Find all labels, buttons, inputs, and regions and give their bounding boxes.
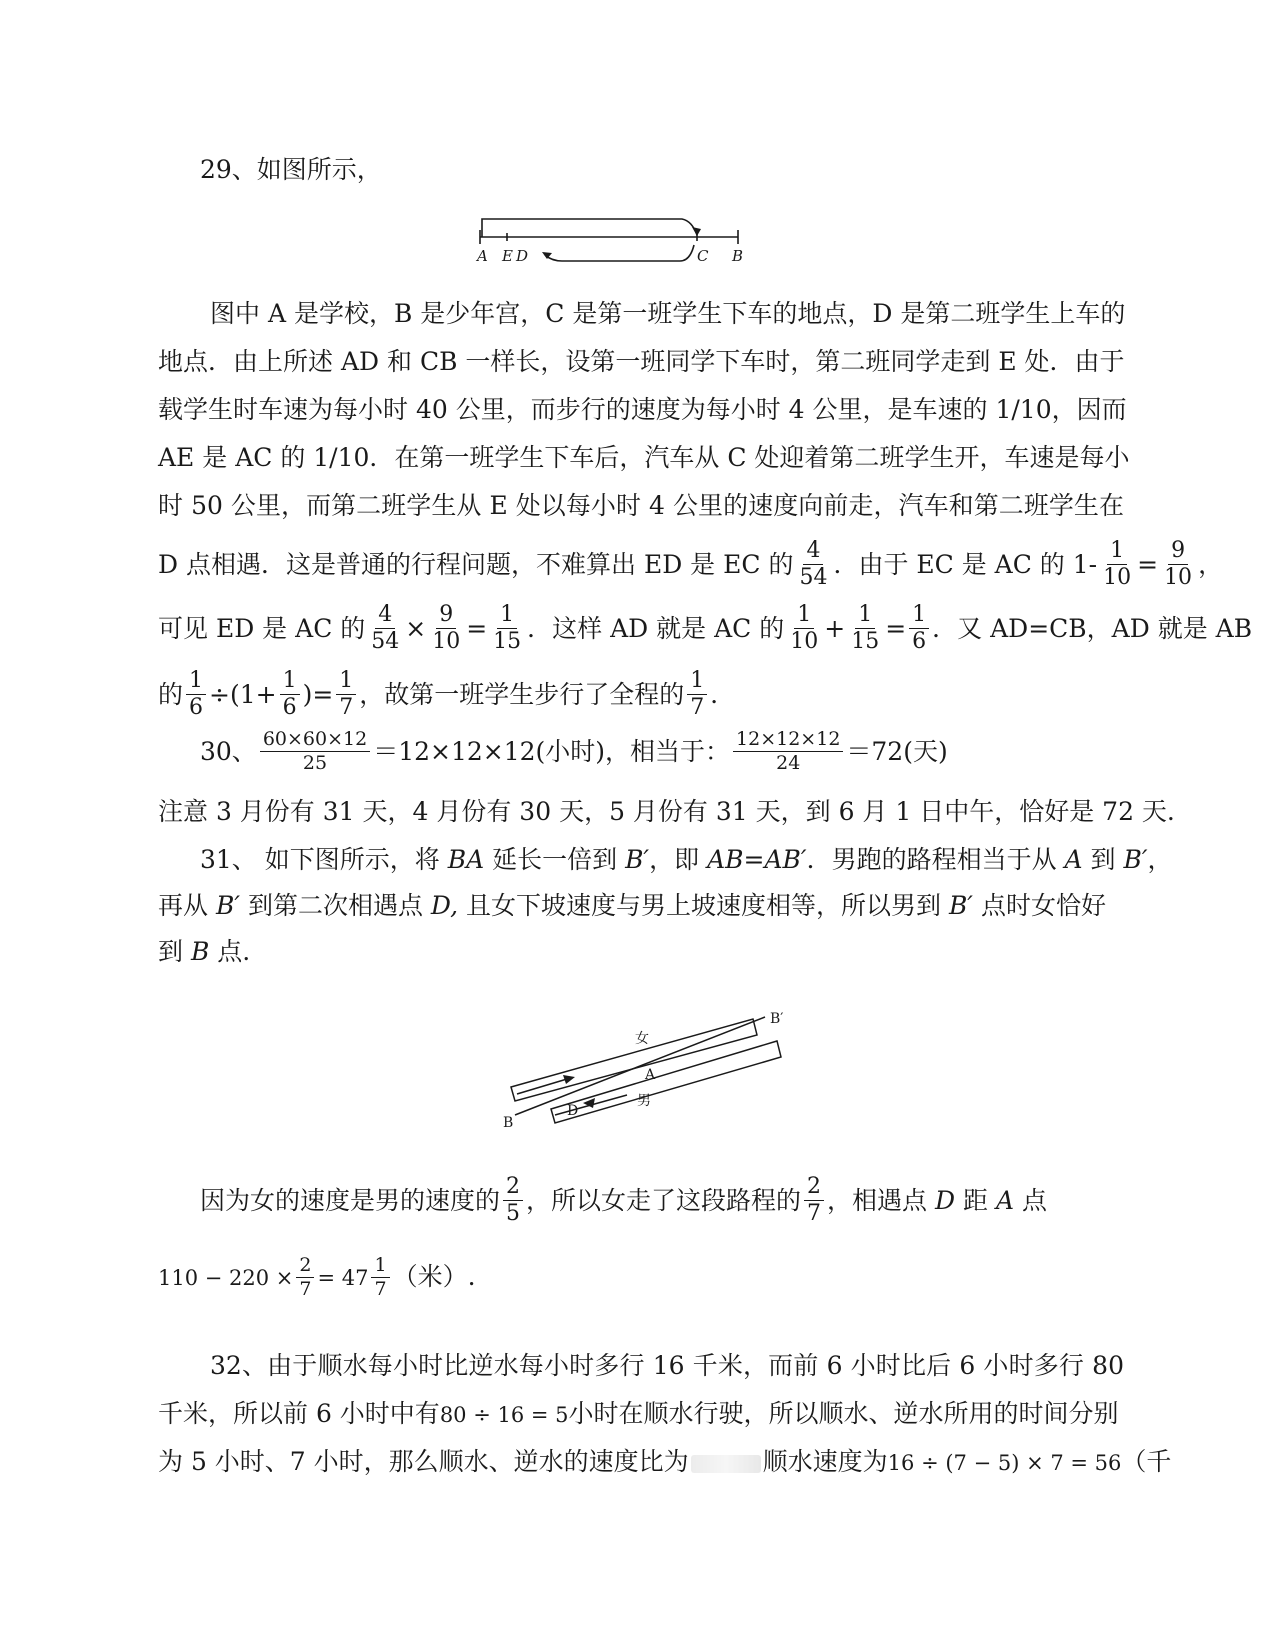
denominator: 6 [282,695,297,720]
comma: ， [1198,550,1224,579]
t: （米）. [392,1262,476,1291]
denominator: 7 [339,695,354,720]
denominator: 15 [493,629,522,654]
fig29-label-C: C [697,247,709,265]
fraction-2-5 [503,1174,523,1227]
t: 顺水速度为 [762,1447,888,1476]
t: = 47 [317,1266,369,1290]
t: 到 [1082,845,1124,874]
fig29-label-D: D [516,247,529,265]
p30-line-1 [200,730,1166,777]
plus-sign: + [824,614,846,643]
p32-line-1: 32、由于顺水每小时比逆水每小时多行 16 千米，而前 6 小时比后 6 小时多行 80 [210,1351,1124,1380]
numerator: 1 [186,668,206,695]
denominator: 5 [506,1201,521,1226]
p29-line-8-text-b: ÷(1+ [209,680,277,709]
denominator: 54 [799,565,828,590]
t: B [190,937,210,966]
p29-line-6-text-a: D 点相遇．这是普通的行程问题，不难算出 ED 是 EC 的 [158,550,794,579]
fraction-9-10 [1161,538,1195,591]
p31-line-2 [158,886,1124,926]
denominator: 25 [302,752,328,774]
equals-sign: = [1137,550,1159,579]
fraction-1-6 [280,668,300,721]
fraction-1-7 [687,668,707,721]
denominator: 7 [299,1278,312,1300]
denominator: 24 [776,752,801,774]
fraction-2-7 [804,1174,824,1227]
figure-31-slope-diagram [495,1005,805,1135]
p30-line-1-mid: ＝12×12×12(小时)，相当于： [373,737,731,766]
t: ，所以女走了这段路程的 [526,1186,802,1215]
p29-line-8 [158,670,1124,723]
numerator: 9 [436,602,456,629]
p29-line-6 [158,538,1224,593]
numerator: 1 [1107,538,1127,565]
p31-line-5 [158,1256,1124,1303]
fig31-label-D: D [567,1103,579,1119]
t: ，即 [649,845,708,874]
numerator: 1 [855,602,875,629]
t: 再从 [158,891,216,920]
p29-line-6-text-b: ．由于 EC 是 AC 的 1- [833,550,1098,579]
numerator: 1 [371,1254,389,1278]
t: 80 ÷ 16 = 5 [439,1403,569,1427]
denominator: 10 [432,629,461,654]
numerator: 2 [804,1174,824,1201]
numerator: 1 [909,602,929,629]
p29-line-5: 时 50 公里，而第二班学生从 E 处以每小时 4 公里的速度向前走，汽车和第二班学生在 [158,491,1124,520]
equals-sign: = [466,614,488,643]
t: ， [1147,845,1173,874]
p30-line-1-tail: ＝72(天) [846,737,948,766]
p30-line-2: 注意 3 月份有 31 天，4 月份有 30 天，5 月份有 31 天，到 6 月 1 日中午，恰好是 72 天. [158,797,1175,826]
denominator: 6 [189,695,204,720]
equals-sign: = [885,614,907,643]
fraction-1-6 [909,602,929,655]
numerator: 1 [794,602,814,629]
fig31-label-female: 女 [635,1031,649,1047]
t: 到 [158,937,191,966]
numerator: 60×60×12 [260,728,370,752]
t: 小时在顺水行驶，所以顺水、逆水所用的时间分别 [568,1399,1119,1428]
fig29-label-B: B [732,247,744,265]
t: A [1064,845,1083,874]
t: 千米，所以前 6 小时中有 [158,1399,440,1428]
t: 距 [955,1186,996,1215]
problem-29-heading: 29、如图所示， [200,155,382,184]
denominator: 7 [807,1201,822,1226]
t: 31、 如下图所示，将 [200,845,448,874]
t: ，相遇点 [827,1186,935,1215]
t: 点 [1014,1186,1047,1215]
p31-line-3 [158,932,1124,972]
fraction-4-54 [368,602,402,655]
t: B′ [215,891,241,920]
fraction-2-7 [296,1254,314,1301]
t: （千 [1121,1447,1172,1476]
p29-line-2: 地点．由上所述 AD 和 CB 一样长，设第一班同学下车时，第二班同学走到 E 处．由于 [158,347,1125,376]
p29-line-7-text-b: ．这样 AD 就是 AC 的 [527,614,785,643]
fig29-label-A: A [477,247,488,265]
t: 110 − 220 × [158,1266,294,1290]
fraction-1-15 [490,602,524,655]
t: B′ [625,845,650,874]
t: 且女下坡速度与男上坡速度相等，所以男到 [458,891,949,920]
t: B′ [1123,845,1148,874]
fig31-label-male: 男 [637,1093,651,1109]
t: D, [430,891,459,920]
p31-line-4 [200,1176,1166,1229]
fig31-label-B: B [503,1115,514,1131]
fig29-label-E: E [502,247,513,265]
fraction-60x60x12-over-25 [260,728,370,775]
t: 16 ÷ (7 − 5) × 7 = 56 [887,1451,1122,1475]
denominator: 10 [790,629,819,654]
numerator: 2 [296,1254,314,1278]
fraction-1-6 [186,668,206,721]
fraction-12x12x12-over-24 [733,728,843,775]
blurred-region [691,1455,761,1473]
p29-line-7-text-a: 可见 ED 是 AC 的 [158,614,366,643]
figure-29-route-diagram [470,205,760,275]
p32-line-3 [158,1442,1172,1483]
p29-line-3: 载学生时车速为每小时 40 公里，而步行的速度为每小时 4 公里，是车速的 1/10，因而 [158,395,1127,424]
t: AB=AB′ [707,845,807,874]
numerator: 1 [497,602,517,629]
fraction-1-10 [1100,538,1134,591]
p29-line-8-text-a: 的 [158,680,184,709]
t: D [934,1186,956,1215]
fraction-1-15 [848,602,882,655]
fraction-9-10 [429,602,463,655]
numerator: 1 [687,668,707,695]
p29-line-8-text-e: ． [710,680,736,709]
denominator: 7 [374,1278,387,1300]
p32-line-2 [158,1394,1124,1435]
numerator: 1 [336,668,356,695]
p29-line-4: AE 是 AC 的 1/10．在第一班学生下车后，汽车从 C 处迎着第二班学生开，车速是每小 [158,443,1130,472]
t: BA [447,845,485,874]
p29-line-1: 图中 A 是学校，B 是少年宫，C 是第一班学生下车的地点，D 是第二班学生上车的 [210,299,1126,328]
fraction-1-10 [787,602,821,655]
fraction-4-54 [796,538,830,591]
t: 点时女恰好 [973,891,1106,920]
numerator: 4 [803,538,823,565]
numerator: 1 [280,668,300,695]
denominator: 10 [1164,565,1193,590]
t: 点. [209,937,251,966]
problem-30-heading: 30、 [200,737,257,766]
p31-line-1 [200,840,1173,880]
fraction-1-7 [371,1254,389,1301]
denominator: 7 [690,695,705,720]
fraction-1-7 [336,668,356,721]
numerator: 4 [375,602,395,629]
t: 因为女的速度是男的速度的 [200,1186,501,1215]
t: B′ [948,891,973,920]
denominator: 54 [371,629,400,654]
p29-line-7-text-c: ．又 AD=CB，AD 就是 AB [932,614,1253,643]
times-sign: × [405,614,427,643]
p29-line-8-text-c: )= [302,680,334,709]
fig31-label-A: A [645,1067,656,1083]
t: A [995,1186,1014,1215]
denominator: 15 [851,629,880,654]
denominator: 10 [1103,565,1132,590]
fig31-label-Bprime: B′ [770,1011,784,1027]
t: 到第二次相遇点 [240,891,431,920]
p29-line-8-text-d: ，故第一班学生步行了全程的 [359,680,685,709]
t: 延长一倍到 [484,845,626,874]
numerator: 2 [503,1174,523,1201]
t: ．男跑的路程相当于从 [806,845,1065,874]
numerator: 9 [1168,538,1188,565]
t: 为 5 小时、7 小时，那么顺水、逆水的速度比为 [158,1447,689,1476]
denominator: 6 [912,629,927,654]
p29-line-7 [158,602,1253,657]
numerator: 12×12×12 [733,728,843,752]
